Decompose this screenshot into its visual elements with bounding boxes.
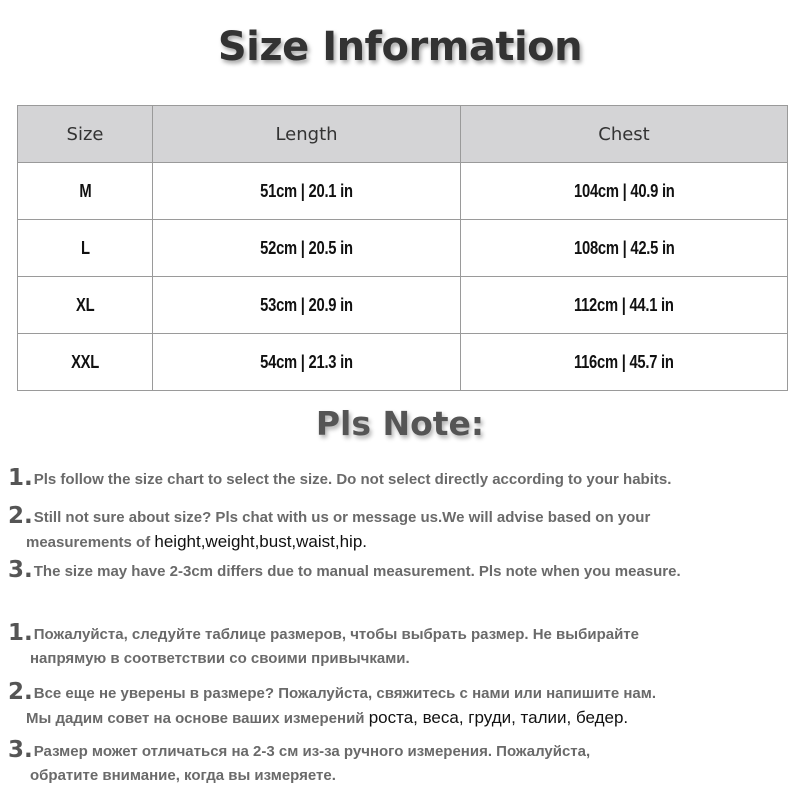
size-cell: L [18, 220, 153, 277]
note-continuation [8, 647, 788, 671]
page-title: Size Information [217, 24, 583, 70]
note-emphasis: роста, веса, груди, талии, бедер. [368, 708, 629, 727]
note-text-line2: Мы дадим совет на основе ваших измерений [26, 710, 369, 727]
note-text: Пожалуйста, следуйте таблице размеров, чтобы выбрать размер. Не выбирайте [33, 626, 639, 643]
table-row [18, 163, 788, 220]
note-emphasis-tail: . [362, 532, 368, 551]
note-ru-1 [8, 621, 788, 671]
table-row [18, 334, 788, 391]
table-row [18, 220, 788, 277]
note-number: 1. [8, 465, 33, 491]
length-cell: 54cm | 21.3 in [153, 334, 461, 391]
chest-cell: 108cm | 42.5 in [461, 220, 788, 277]
chest-cell: 104cm | 40.9 in [461, 163, 788, 220]
note-ru-2 [8, 680, 788, 731]
note-text-line2: напрямую в соответствии со своими привычками. [30, 650, 410, 667]
column-header-chest: Chest [461, 106, 788, 163]
note-text: Still not sure about size? Pls chat with us or message us.We will advise based on your [33, 509, 651, 526]
note-text: Pls follow the size chart to select the size. Do not select directly according to your habits. [33, 471, 672, 488]
chest-cell: 112cm | 44.1 in [461, 277, 788, 334]
length-cell: 52cm | 20.5 in [153, 220, 461, 277]
note-ru-3 [8, 738, 788, 788]
note-text-line2: measurements of [26, 534, 155, 551]
chest-cell: 116cm | 45.7 in [461, 334, 788, 391]
note-continuation [8, 530, 788, 555]
table-header-row [18, 106, 788, 163]
note-continuation [8, 706, 788, 731]
note-text: Все еще не уверены в размере? Пожалуйста, свяжитесь с нами или напишите нам. [33, 685, 657, 702]
size-cell: XXL [18, 334, 153, 391]
note-en-2 [8, 504, 788, 555]
column-header-length: Length [153, 106, 461, 163]
length-cell: 51cm | 20.1 in [153, 163, 461, 220]
size-cell: M [18, 163, 153, 220]
note-en-1 [8, 466, 788, 492]
note-continuation [8, 764, 788, 788]
column-header-size: Size [18, 106, 153, 163]
note-text: The size may have 2-3cm differs due to manual measurement. Pls note when you measure. [33, 563, 681, 580]
note-en-3 [8, 558, 788, 584]
table-row [18, 277, 788, 334]
note-emphasis: height,weight,bust,waist,hip [154, 532, 363, 551]
note-heading: Pls Note: [315, 404, 485, 443]
note-text-line2: обратите внимание, когда вы измеряете. [30, 767, 336, 784]
note-number: 3. [8, 557, 33, 583]
note-text: Размер может отличаться на 2-3 см из-за ручного измерения. Пожалуйста, [33, 743, 591, 760]
size-chart-table [17, 105, 788, 391]
note-number: 2. [8, 679, 33, 705]
note-number: 1. [8, 620, 33, 646]
length-cell: 53cm | 20.9 in [153, 277, 461, 334]
note-number: 2. [8, 503, 33, 529]
note-number: 3. [8, 737, 33, 763]
size-cell: XL [18, 277, 153, 334]
